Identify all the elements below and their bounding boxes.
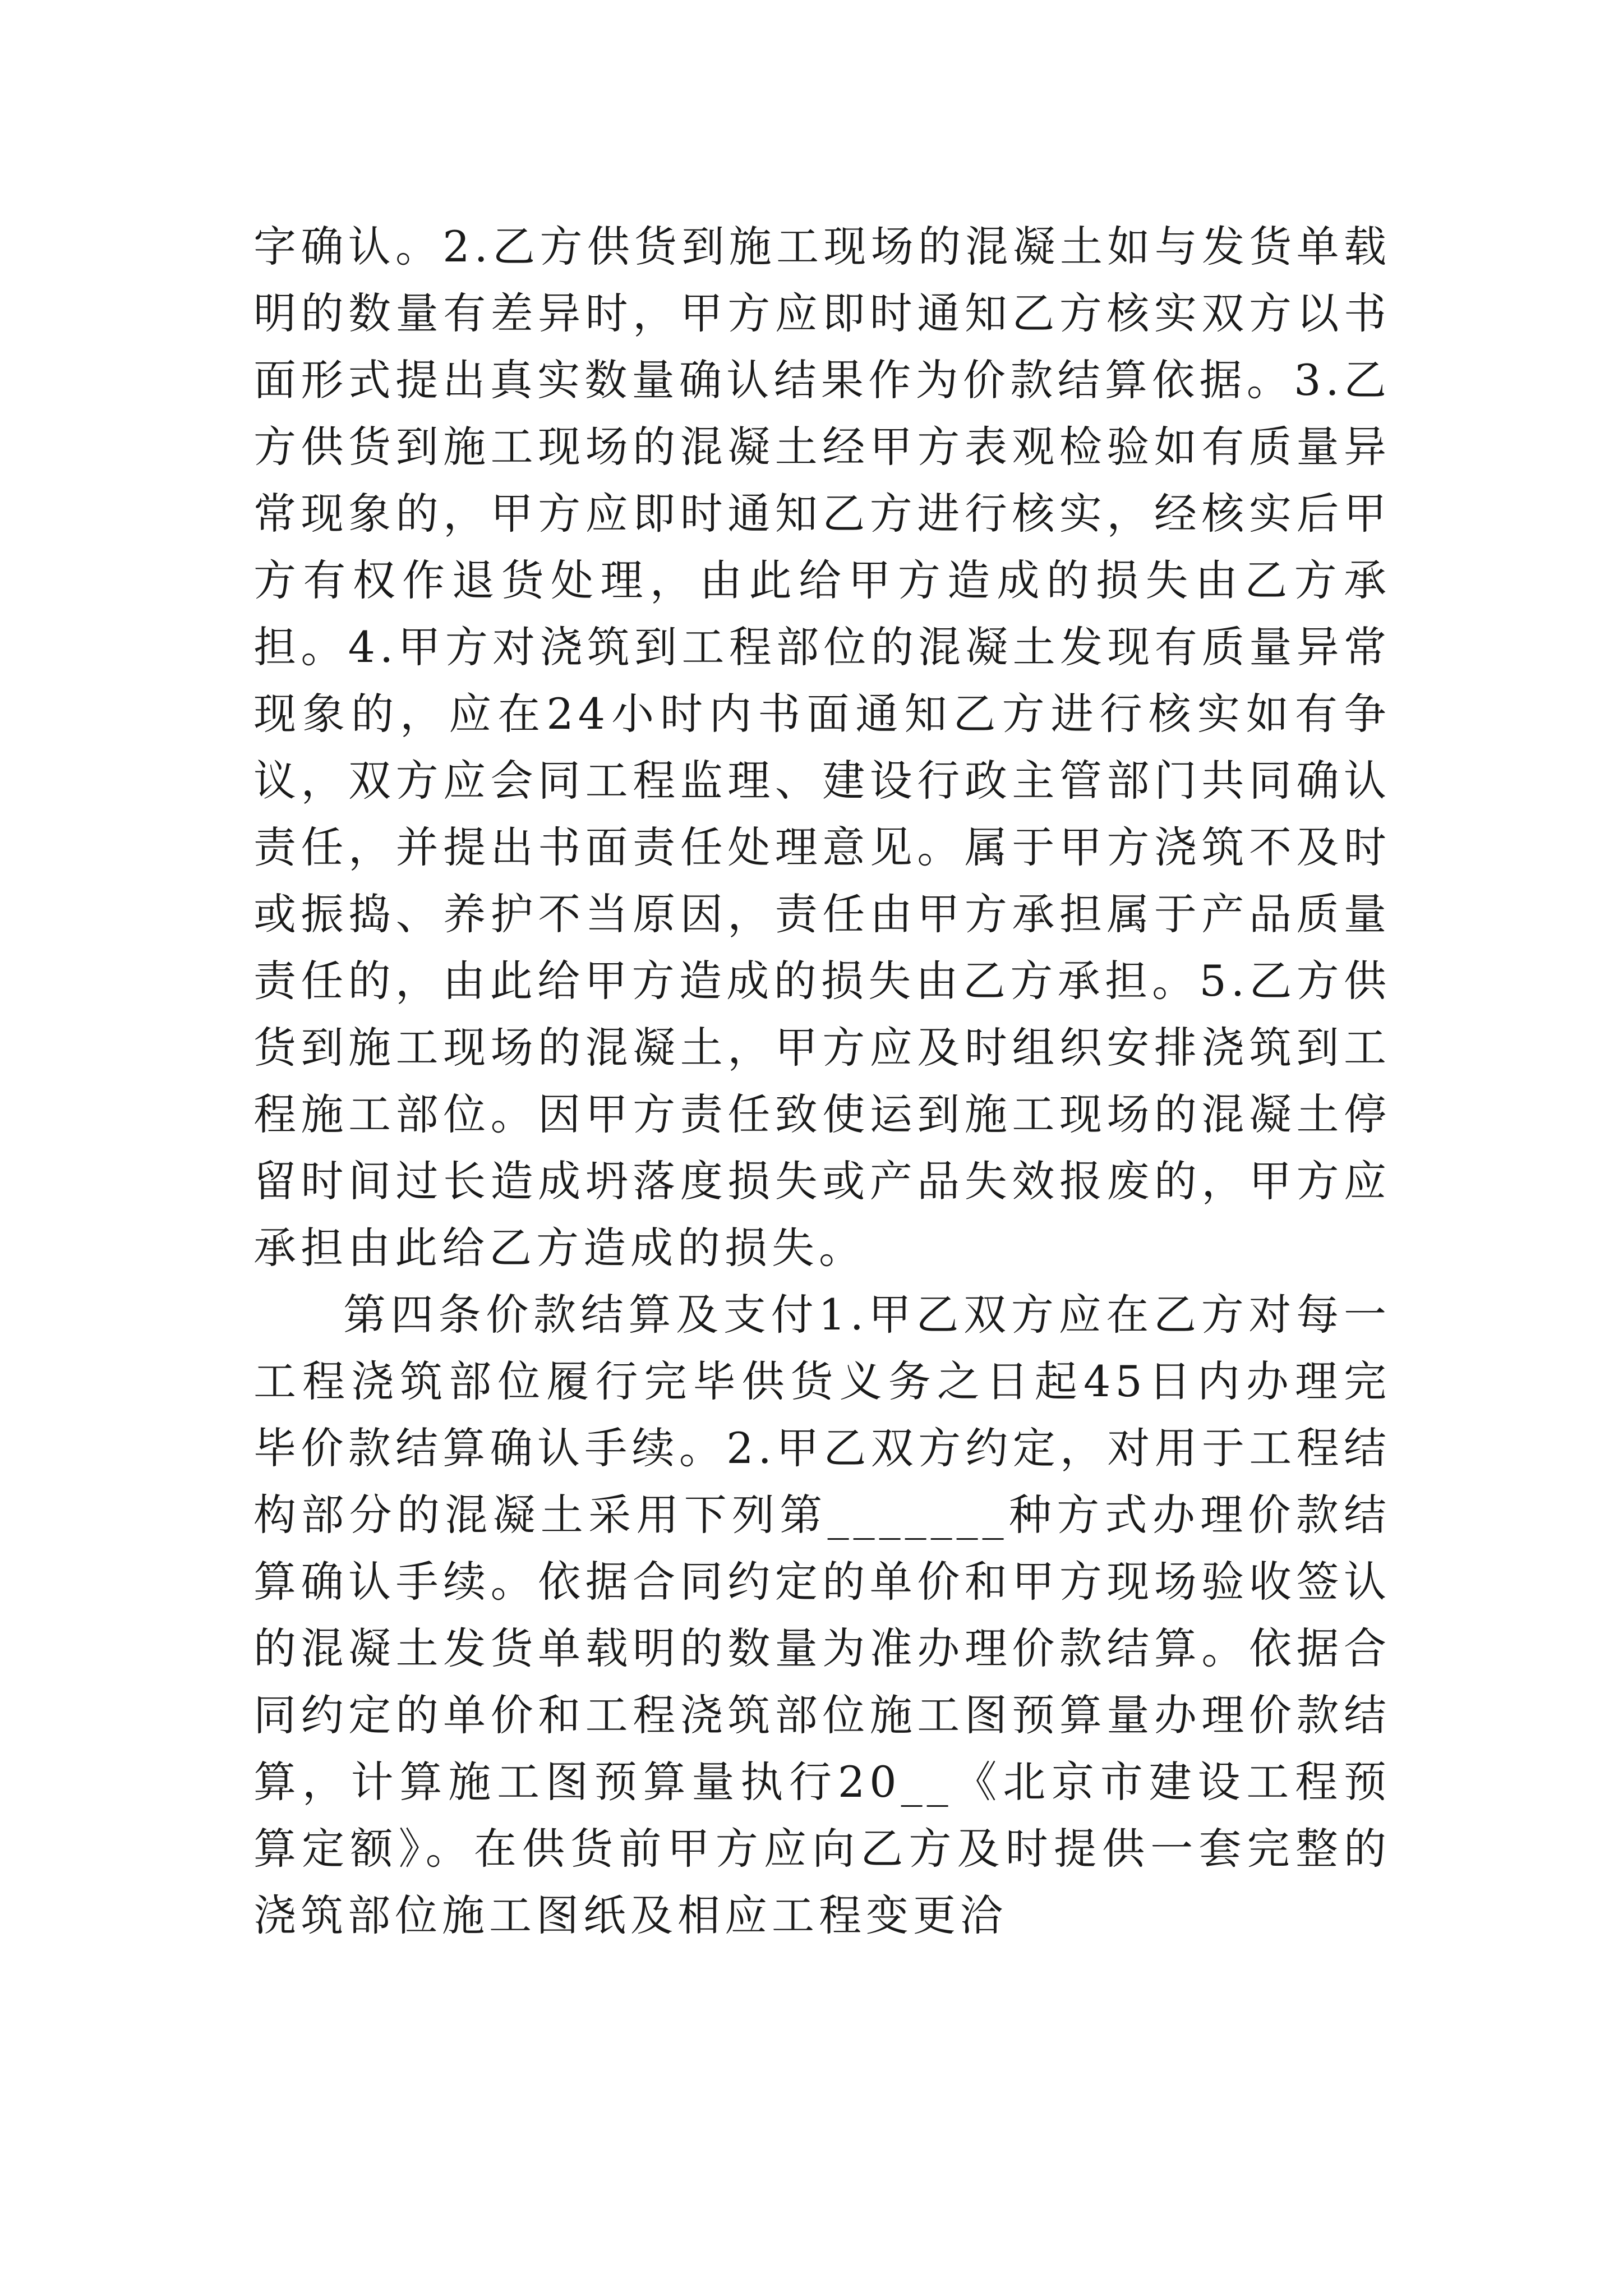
paragraph-article-four: 第四条价款结算及支付1.甲乙双方应在乙方对每一工程浇筑部位履行完毕供货义务之日起45日内办理完毕价款结算确认手续。2.甲乙双方约定，对用于工程结构部分的混凝土采用下列第_______种方式办理价款结算确认手续。依据合同约定的单价和甲方现场验收签认的混凝土发货单载明的数量为准办理价款结算。依据合同约定的单价和工程浇筑部位施工图预算量办理价款结算，计算施工图预算量执行20__《北京市建设工程预算定额》。在供货前甲方应向乙方及时提供一套完整的浇筑部位施工图纸及相应工程变更洽 (253, 1290, 1391, 1940)
document-body (253, 213, 1391, 1949)
paragraph-continued: 字确认。2.乙方供货到施工现场的混凝土如与发货单载明的数量有差异时，甲方应即时通知乙方核实双方以书面形式提出真实数量确认结果作为价款结算依据。3.乙方供货到施工现场的混凝土经甲方表观检验如有质量异常现象的，甲方应即时通知乙方进行核实，经核实后甲方有权作退货处理，由此给甲方造成的损失由乙方承担。4.甲方对浇筑到工程部位的混凝土发现有质量异常现象的，应在24小时内书面通知乙方进行核实如有争议，双方应会同工程监理、建设行政主管部门共同确认责任，并提出书面责任处理意见。属于甲方浇筑不及时或振捣、养护不当原因，责任由甲方承担属于产品质量责任的，由此给甲方造成的损失由乙方承担。5.乙方供货到施工现场的混凝土，甲方应及时组织安排浇筑到工程施工部位。因甲方责任致使运到施工现场的混凝土停留时间过长造成坍落度损失或产品失效报废的，甲方应承担由此给乙方造成的损失。 (253, 222, 1391, 1273)
